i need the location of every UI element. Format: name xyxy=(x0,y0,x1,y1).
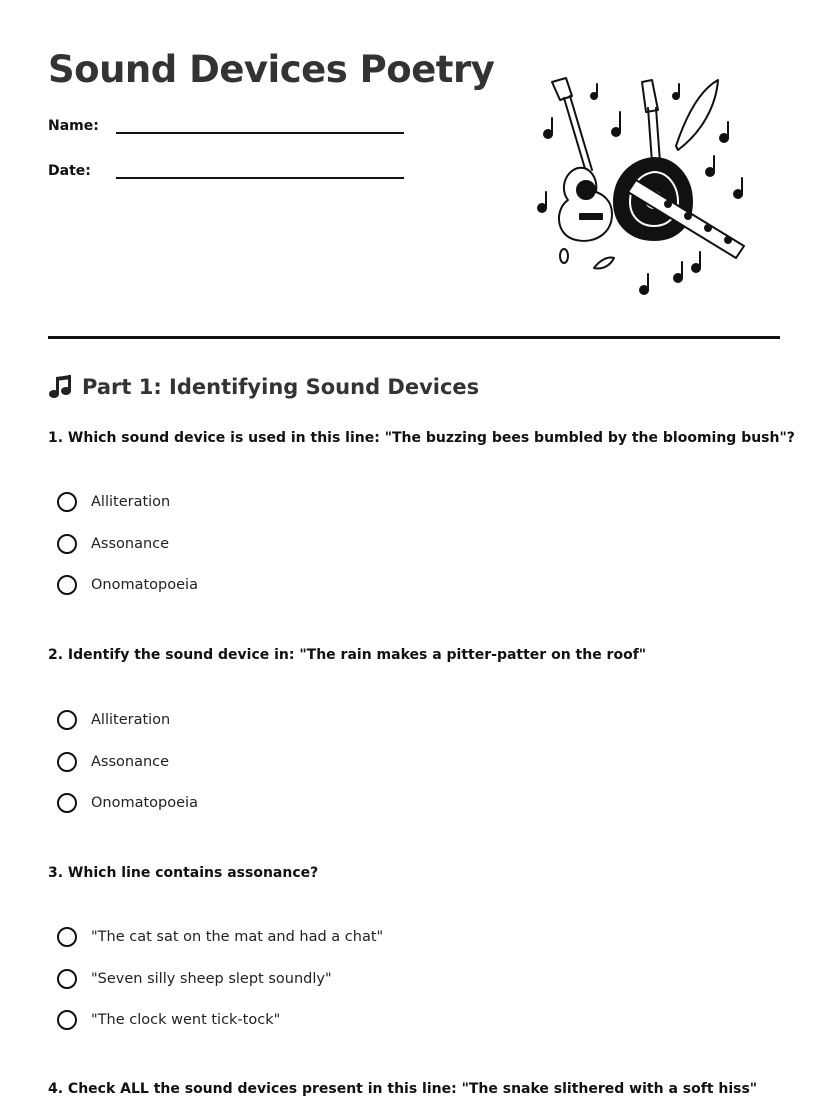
part1-title: Part 1: Identifying Sound Devices xyxy=(82,375,480,399)
date-input-line[interactable] xyxy=(116,163,404,179)
q1-option-3[interactable] xyxy=(57,575,198,595)
radio-button[interactable] xyxy=(57,534,77,554)
option-label: Onomatopoeia xyxy=(91,577,198,593)
q2-option-3[interactable] xyxy=(57,793,198,813)
option-label: Alliteration xyxy=(91,712,171,728)
radio-button[interactable] xyxy=(57,752,77,772)
ukulele-icon xyxy=(552,78,612,241)
q3-option-2[interactable] xyxy=(57,969,332,989)
option-label: Assonance xyxy=(91,754,170,770)
option-label: Onomatopoeia xyxy=(91,795,198,811)
q3-option-1[interactable] xyxy=(57,927,383,947)
radio-button[interactable] xyxy=(57,492,77,512)
name-field xyxy=(48,118,404,134)
music-note-icon xyxy=(48,374,74,400)
part1-heading xyxy=(48,374,479,400)
q2-option-2[interactable] xyxy=(57,752,169,772)
question-1: 1. Which sound device is used in this line: "The buzzing bees bumbled by the blooming bush"? xyxy=(48,430,795,446)
question-4: 4. Check ALL the sound devices present in this line: "The snake slithered with a soft hiss" xyxy=(48,1081,758,1097)
instruments-illustration xyxy=(528,68,760,302)
radio-button[interactable] xyxy=(57,793,77,813)
section-divider xyxy=(48,336,780,339)
question-3: 3. Which line contains assonance? xyxy=(48,865,319,881)
feather-icon xyxy=(676,80,718,150)
option-label: Assonance xyxy=(91,536,170,552)
radio-button[interactable] xyxy=(57,927,77,947)
page-title: Sound Devices Poetry xyxy=(48,48,495,91)
q3-option-3[interactable] xyxy=(57,1010,280,1030)
date-field xyxy=(48,163,404,179)
radio-button[interactable] xyxy=(57,969,77,989)
option-label: "Seven silly sheep slept soundly" xyxy=(91,971,332,987)
q1-option-2[interactable] xyxy=(57,534,169,554)
leaf-icon xyxy=(594,257,614,268)
radio-button[interactable] xyxy=(57,575,77,595)
name-input-line[interactable] xyxy=(116,118,404,134)
question-2: 2. Identify the sound device in: "The rain makes a pitter-patter on the roof" xyxy=(48,647,647,663)
name-label: Name: xyxy=(48,118,99,134)
radio-button[interactable] xyxy=(57,710,77,730)
option-label: "The cat sat on the mat and had a chat" xyxy=(91,929,384,945)
q1-option-1[interactable] xyxy=(57,492,170,512)
option-label: "The clock went tick-tock" xyxy=(91,1012,281,1028)
date-label: Date: xyxy=(48,163,91,179)
q2-option-1[interactable] xyxy=(57,710,170,730)
option-label: Alliteration xyxy=(91,494,171,510)
radio-button[interactable] xyxy=(57,1010,77,1030)
